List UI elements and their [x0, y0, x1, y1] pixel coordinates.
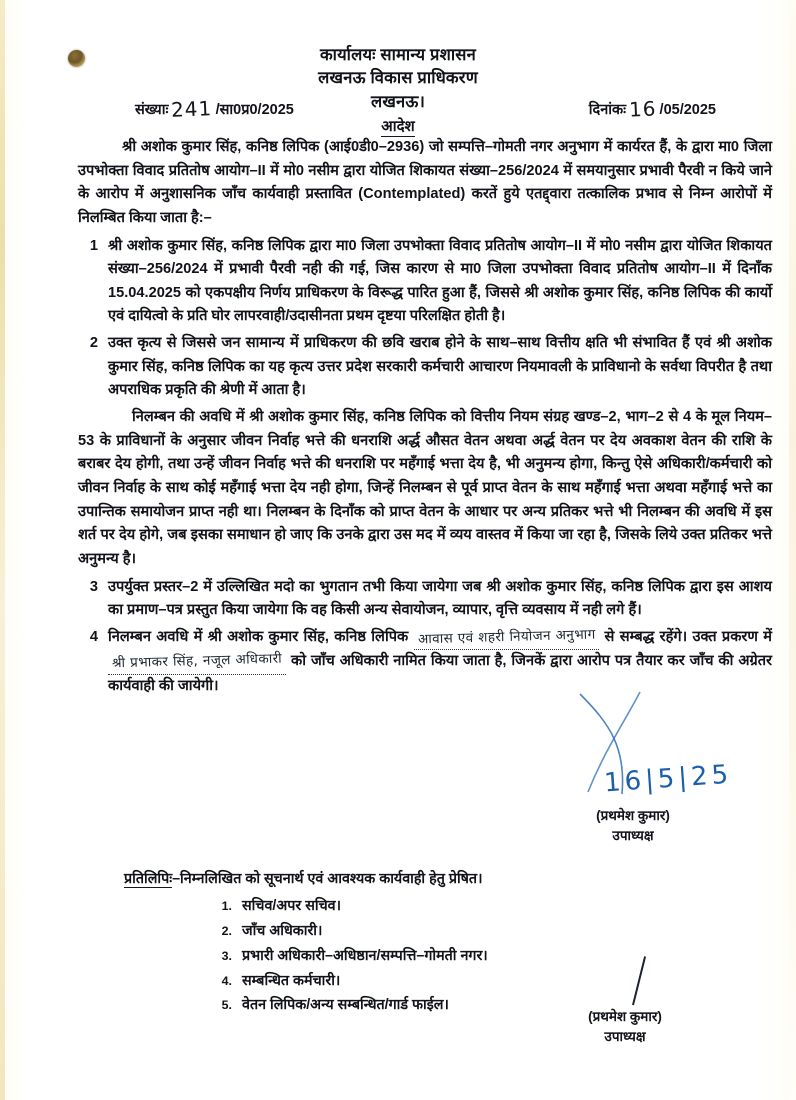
list-item-number: 1. [221, 898, 232, 913]
list-item-label: सम्बन्धित कर्मचारी। [242, 972, 341, 989]
suspension-allowance-paragraph: निलम्बन की अवधि में श्री अशोक कुमार सिंह, कनिष्ठ लिपिक को वित्तीय नियम संग्रह खण्ड–2, भाग–2 से 4 के मूल नियम–53 के प्राविधानों के अनुसार जीवन निर्वाह भत्ते की धनराशि अर्द्ध औसत वेतन अथवा अर्द्ध वेतन पर देय अवकाश वेतन की राशि के बराबर देय होगी, तथा उन्हें जीवन निर्वाह भत्ते की धनराशि पर महॅंगाई भत्ता देय है, भी अनुमन्य होगा, किन्तु ऐसे अधिकारी/कर्मचारी को जीवन निर्वाह के साथ कोई महॅंगाई भत्ता देय नही होगा, जिन्हें निलम्बन से पूर्व प्राप्त वेतन के साथ महॅंगाई भत्ता अथवा महॅंगाई भत्ते का उपान्तिक समायोजन प्राप्त नही था। निलम्बन के दिनॉंक को प्राप्त वेतन के आधार पर अन्य प्रतिकर भत्ते भी निलम्बन की अवधि में इस शर्त पर देय होगे, जब इसका समाधान हो जाए कि उनके द्वारा उस मद में व्यय वास्तव में किया जा रहा है, जिसके लिये उक्त प्रतिकर भत्ते अनुमन्य है। [78, 409, 772, 567]
charge-number: 3 [89, 578, 98, 595]
signatory-name: (प्रथमेश कुमार) [596, 808, 670, 823]
list-item-number: 2. [221, 923, 232, 938]
signatory-designation: उपाध्यक्ष [612, 827, 654, 843]
order-title [0, 116, 796, 136]
list-item-number: 5. [221, 998, 232, 1013]
charges-list [78, 235, 772, 403]
fill-blank-inquiry-officer[interactable] [108, 650, 286, 675]
copy-to-list [124, 895, 676, 1017]
list-item-label: जॉंच अधिकारी। [242, 922, 323, 939]
charge-four-part1: निलम्बन अवधि में श्री अशोक कुमार सिंह, कनिष्ठ लिपिक [108, 628, 409, 645]
signatory-name: (प्रथमेश कुमार) [588, 1009, 662, 1024]
charge-four-text [108, 626, 772, 699]
charge-item [78, 576, 772, 623]
list-item [216, 945, 676, 968]
letterhead-line-city: लखनऊ। [370, 92, 426, 111]
signatory-designation: उपाध्यक्ष [604, 1028, 646, 1044]
fill-blank-attachment-handwritten: आवास एवं शहरी नियोजन अनुभाग [417, 626, 596, 648]
reference-number-handwritten: 241 [170, 96, 214, 122]
signature-block-primary [528, 806, 738, 845]
charge-item [78, 235, 772, 330]
charge-four-part3: को जॉंच अधिकारी नामित किया जाता है, जिनकें द्वारा आरोप पत्र तैयार कर जॉंच की अग्रेतर कार्यवाही की जायेगी। [108, 653, 772, 695]
charge-number: 1 [89, 237, 98, 254]
charge-four-part2: से सम्बद्ध रहेंगे। उक्त प्रकरण में [604, 628, 772, 645]
charge-number: 4 [89, 628, 98, 645]
document-body [78, 136, 772, 702]
letterhead-line-authority: लखनऊ विकास प्राधिकरण [318, 69, 478, 88]
reference-date-label: दिनांकः [588, 102, 627, 118]
copy-to-lead-rest: –निम्नलिखित को सूचनार्थ एवं आवश्यक कार्यवाही हेतु प्रेषित। [172, 871, 483, 887]
list-item-label: प्रभारी अधिकारी–अधिष्ठान/सम्पत्ति–गोमती नगर। [242, 947, 488, 964]
reference-date-suffix: /05/2025 [659, 102, 716, 118]
charge-item-four [78, 626, 772, 699]
list-item [216, 895, 676, 918]
signature-scribble-primary: 16|5|25 [603, 759, 734, 799]
fill-blank-attachment[interactable] [414, 626, 600, 651]
list-item-label: वेतन लिपिक/अन्य सम्बन्धित/गार्ड फाईल। [242, 997, 449, 1014]
charge-text: श्री अशोक कुमार सिंह, कनिष्ठ लिपिक द्वारा मा0 जिला उपभोक्ता विवाद प्रतितोष आयोग–II में मो0 नसीम द्वारा योजित शिकायत संख्या–256/2024 में प्रभावी पैरवी नही की गई, जिस कारण से मा0 जिला उपभोक्ता विवाद प्रतितोष आयोग–II में दिनॉंक 15.04.2025 को एकपक्षीय निर्णय प्राधिकरण के विरूद्ध पारित हुआ हैं, जिससे श्री अशोक कुमार सिंह, कनिष्ठ लिपिक की कार्यो एवं दायित्वो के प्रति घोर लापरवाही/उदासीनता प्रथम दृष्टया परिलक्षित होती है। [108, 237, 772, 325]
copy-to-lead-underlined: प्रतिलिपिः [124, 871, 173, 887]
order-title-text: आदेश [381, 118, 415, 135]
charge-number: 2 [89, 335, 98, 352]
list-item [216, 920, 676, 943]
charge-item [78, 332, 772, 403]
charges-list-continued [78, 576, 772, 699]
list-item-number: 4. [221, 973, 232, 988]
copy-to-lead [124, 868, 676, 891]
list-item-number: 3. [221, 948, 232, 963]
preamble-paragraph: श्री अशोक कुमार सिंह, कनिष्ठ लिपिक (आई0डी0–2936) जो सम्पत्ति–गोमती नगर अनुभाग में कार्यरत हैं, के द्वारा मा0 जिला उपभोक्ता विवाद प्रतितोष आयोग–II में मो0 नसीम द्वारा योजित शिकायत संख्या–256/2024 में समयानुसार प्रभावी पैरवी न किये जाने के आरोप में अनुशासनिक जॉंच कार्यवाही प्रस्तावित (Contemplated) करतें हुये एतद्द्वारा तत्कालिक प्रभाव से निम्न आरोपों में निलम्बित किया जाता है:– [78, 139, 772, 226]
letterhead-line-office: कार्यालयः सामान्य प्रशासन [319, 46, 477, 64]
reference-number-label: संख्याः [135, 102, 169, 118]
charge-text: उक्त कृत्य से जिससे जन सामान्य में प्राधिकरण की छवि खराब होने के साथ–साथ वित्तीय क्षति भी संभावित हैं एवं श्री अशोक कुमार सिंह, कनिष्ठ लिपिक का यह कृत्य उत्तर प्रदेश सरकारी कर्मचारी आचारण नियमावली के प्राविधानो के सर्वथा विपरीत है तथा अपराधिक प्रकृति की श्रेणी में आता है। [108, 335, 772, 399]
fill-blank-inquiry-officer-handwritten: श्री प्रभाकर सिंह, नजूल अधिकारी [111, 651, 283, 672]
reference-number-suffix: /सा0प्र0/2025 [215, 102, 294, 118]
reference-date-handwritten: 16 [628, 96, 658, 122]
charge-text: उपर्युक्त प्रस्तर–2 में उल्लिखित मदो का भुगतान तभी किया जायेगा जब श्री अशोक कुमार सिंह, कनिष्ठ लिपिक द्वारा इस आशय का प्रमाण–पत्र प्रस्तुत किया जायेगा कि वह किसी अन्य सेवायोजन, व्यापार, वृत्ति व्यवसाय में नही लगे हैं। [108, 578, 772, 619]
signature-block-secondary [520, 1007, 730, 1046]
list-item-label: सचिव/अपर सचिव। [242, 897, 342, 914]
list-item [216, 970, 676, 993]
copy-to-section [124, 868, 676, 1019]
